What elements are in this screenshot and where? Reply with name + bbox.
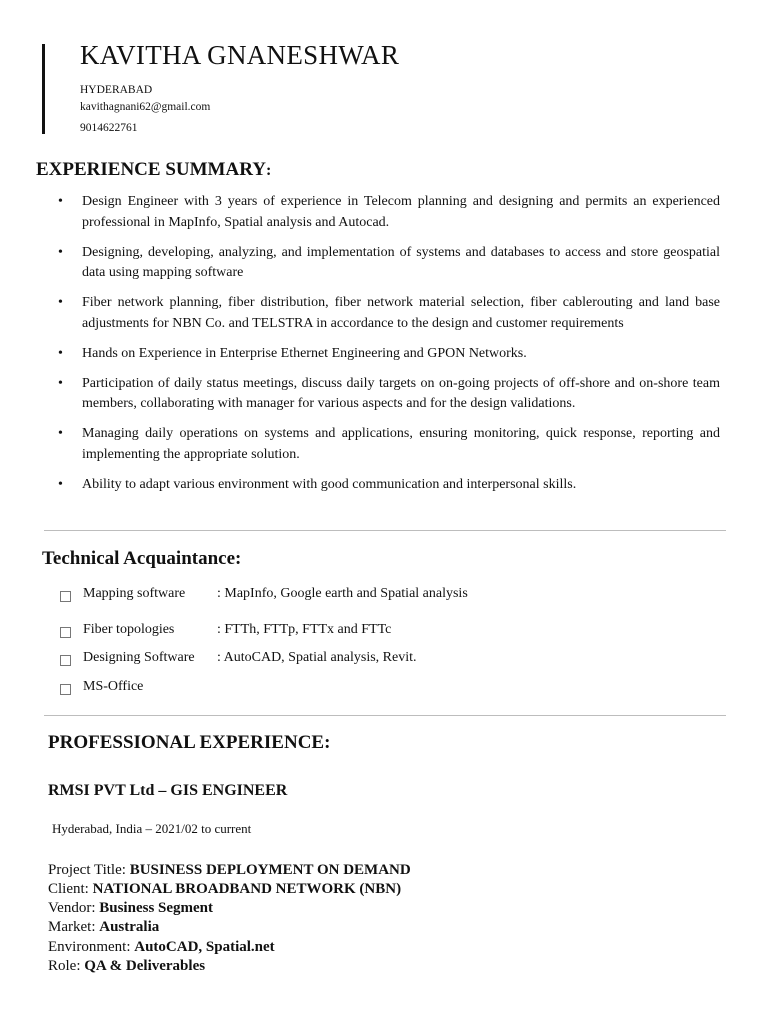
- list-item: [56, 475, 720, 496]
- tech-row-msoffice: [60, 679, 217, 695]
- technical-acquaintance-title: Technical Acquaintance:: [42, 548, 242, 569]
- bullet-glyph: •: [58, 244, 63, 260]
- project-client-value: NATIONAL BROADBAND NETWORK (NBN): [92, 881, 402, 897]
- list-item: [56, 344, 720, 365]
- project-market-line: [48, 919, 159, 936]
- experience-summary-title-text: EXPERIENCE SUMMARY: [36, 159, 266, 180]
- bullet-glyph: •: [58, 476, 63, 492]
- project-environment-value: AutoCAD, Spatial.net: [134, 939, 275, 955]
- bullet-glyph: •: [58, 375, 63, 391]
- project-market-value: Australia: [99, 919, 160, 935]
- project-environment-line: [48, 939, 275, 956]
- checkbox-square-icon: [60, 655, 71, 666]
- list-item-text: Designing, developing, analyzing, and implementation of systems and databases to access and store geospatial data using mapping software: [82, 244, 720, 280]
- tech-label: Fiber topologies: [83, 622, 175, 637]
- project-title-value: BUSINESS DEPLOYMENT ON DEMAND: [129, 862, 411, 878]
- tech-value: : FTTh, FTTp, FTTx and FTTc: [217, 622, 392, 637]
- project-vendor-line: [48, 900, 213, 917]
- list-item-text: Design Engineer with 3 years of experience in Telecom planning and designing and permits an experienced professional in MapInfo, Spatial analysis and Autocad.: [82, 194, 720, 230]
- list-item: [56, 243, 720, 284]
- bullet-glyph: •: [58, 345, 63, 361]
- bullet-glyph: •: [58, 295, 63, 310]
- list-item: [56, 374, 720, 415]
- tech-row-mapping: [60, 586, 468, 602]
- project-title-label: Project Title:: [48, 862, 130, 878]
- candidate-name: KAVITHA GNANESHWAR: [80, 40, 400, 70]
- project-client-line: [48, 881, 401, 898]
- list-item: [56, 424, 720, 465]
- tech-row-fiber: [60, 622, 391, 638]
- tech-value: : MapInfo, Google earth and Spatial analysis: [217, 586, 468, 601]
- tech-value: : AutoCAD, Spatial analysis, Revit.: [217, 650, 417, 665]
- list-item-text: Participation of daily status meetings, discuss daily targets on on-going projects of off-shore and on-shore team members, collaborating with manager for various aspects and for the design validations.: [82, 375, 720, 411]
- checkbox-square-icon: [60, 591, 71, 602]
- experience-summary-list: [56, 192, 720, 505]
- list-item: [56, 293, 720, 334]
- section-divider: [44, 715, 726, 716]
- tech-label: Mapping software: [83, 586, 186, 601]
- company-heading: RMSI PVT Ltd – GIS ENGINEER: [48, 782, 288, 799]
- project-title-line: [48, 862, 411, 879]
- section-divider: [44, 530, 726, 531]
- contact-city: HYDERABAD: [80, 84, 153, 96]
- project-role-value: QA & Deliverables: [84, 958, 206, 974]
- tech-label: Designing Software: [83, 650, 195, 665]
- experience-summary-title-colon: :: [265, 162, 272, 179]
- tech-label: MS-Office: [83, 679, 144, 694]
- header-accent-bar: [42, 44, 45, 134]
- list-item-text: Ability to adapt various environment with good communication and interpersonal skills.: [82, 476, 577, 492]
- project-vendor-label: Vendor:: [48, 900, 100, 916]
- bullet-glyph: •: [58, 194, 63, 209]
- list-item-text: Hands on Experience in Enterprise Ethernet Engineering and GPON Networks.: [82, 345, 527, 361]
- project-client-label: Client:: [48, 881, 93, 897]
- contact-email: kavithagnani62@gmail.com: [80, 101, 211, 113]
- experience-summary-title: [36, 159, 271, 181]
- bullet-glyph: •: [58, 426, 63, 441]
- project-environment-label: Environment:: [48, 939, 135, 955]
- project-market-label: Market:: [48, 919, 100, 935]
- contact-phone: 9014622761: [80, 122, 138, 134]
- checkbox-square-icon: [60, 627, 71, 638]
- project-role-label: Role:: [48, 958, 85, 974]
- tech-row-designing: [60, 650, 417, 666]
- project-vendor-value: Business Segment: [99, 900, 214, 916]
- project-role-line: [48, 958, 205, 975]
- job-period: Hyderabad, India – 2021/02 to current: [52, 821, 252, 836]
- list-item-text: Fiber network planning, fiber distribution, fiber network material selection, fiber cablerouting and land base adjustments for NBN Co. and TELSTRA in accordance to the design and customer requirements: [82, 295, 720, 331]
- professional-experience-title: PROFESSIONAL EXPERIENCE:: [48, 732, 331, 753]
- list-item-text: Managing daily operations on systems and applications, ensuring monitoring, quick response, reporting and implementing the appropriate solution.: [82, 426, 720, 462]
- checkbox-square-icon: [60, 684, 71, 695]
- list-item: [56, 192, 720, 233]
